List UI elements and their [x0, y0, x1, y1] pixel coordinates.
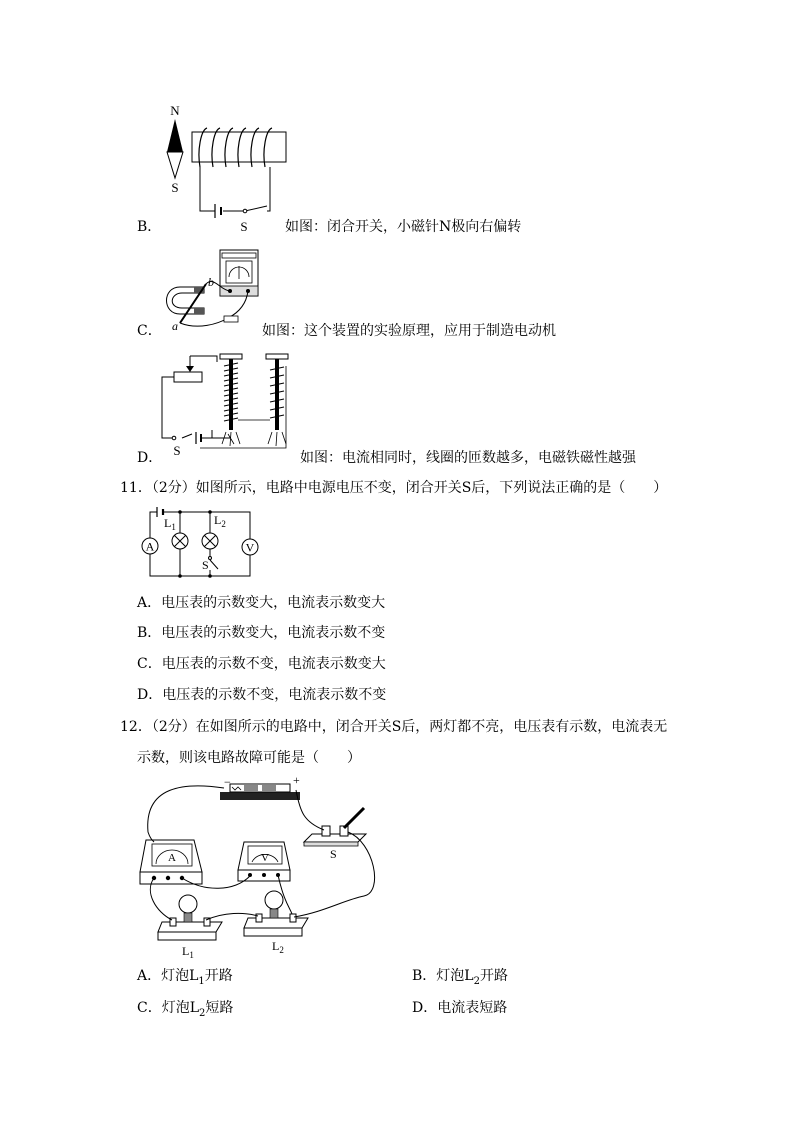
solenoid-circuit-wire [200, 167, 270, 211]
label-b: b [208, 275, 214, 289]
q12-switch-label: S [330, 847, 337, 861]
svg-text:L2 [214, 513, 226, 529]
switch-label-d: S [173, 443, 181, 458]
option-letter-b: B． [137, 219, 162, 235]
q12-lamp-l1-label: L [182, 944, 190, 958]
option-c-caption: 如图：这个装置的实验原理，应用于制造电动机 [262, 323, 556, 339]
option-letter-c: C． [137, 323, 162, 339]
q12-lamp-l1-sub: 1 [189, 950, 194, 960]
electromagnet-turns-figure [160, 348, 300, 458]
q12-circuit-figure [134, 772, 394, 958]
svg-text:L1 [182, 944, 194, 960]
battery-minus-label: − [224, 775, 231, 789]
q11-option-b[interactable]: B．电压表的示数变大，电流表示数不变 [137, 625, 386, 641]
option-d-caption: 如图：电流相同时，线圈的匝数越多，电磁铁磁性越强 [300, 450, 636, 466]
q12-ammeter-label: A [168, 852, 176, 864]
battery-plus-label: + [293, 773, 300, 787]
q11-stem: 11．（2分）如图所示，电路中电源电压不变，闭合开关S后，下列说法正确的是（ ） [120, 480, 668, 496]
q12-lamp-l2-label: L [272, 939, 280, 953]
ammeter-label: A [145, 539, 155, 554]
knife-switch [304, 808, 366, 846]
lamp-l2-sub: 2 [221, 519, 226, 529]
q11-switch-label: S [202, 558, 209, 572]
q11-circuit-figure [138, 506, 266, 582]
solenoid-compass-figure [155, 100, 295, 234]
battery-pack [220, 784, 300, 800]
q12-stem-line2: 示数，则该电路故障可能是（ ） [137, 750, 361, 766]
electromagnetic-induction-figure [158, 246, 268, 336]
q11-option-a[interactable]: A．电压表的示数变大，电流表示数变大 [137, 595, 386, 611]
svg-text:L2 [272, 939, 284, 955]
q12-option-a[interactable]: A．灯泡$L_1$开路 [137, 968, 233, 987]
solenoid-core [192, 132, 286, 162]
north-label: N [170, 103, 180, 118]
compass-needle-south [167, 152, 183, 178]
q12-voltmeter-label: V [261, 852, 269, 864]
q11-option-c[interactable]: C．电压表的示数不变，电流表示数变大 [137, 656, 386, 672]
q12-option-c[interactable]: C．灯泡$L_2$短路 [137, 1000, 234, 1019]
q12-stem-line1: 12．（2分）在如图所示的电路中，闭合开关S后，两灯都不亮，电压表有示数，电流表无 [120, 719, 668, 735]
lamp-l1-sub: 1 [171, 522, 176, 532]
q12-lamp-l2-sub: 2 [279, 945, 284, 955]
switch-label: S [240, 219, 248, 234]
compass-needle-north [167, 119, 183, 152]
lamp-l2-device [244, 891, 308, 936]
label-a: a [172, 319, 178, 333]
lamp-l2-label: L [214, 513, 222, 527]
south-label: S [171, 180, 179, 195]
q11-option-d[interactable]: D．电压表的示数不变，电流表示数不变 [137, 687, 387, 703]
q12-option-b[interactable]: B．灯泡$L_2$开路 [412, 968, 508, 987]
option-b-caption: 如图：闭合开关，小磁针N极向右偏转 [285, 219, 522, 235]
lamp-l1-label: L [164, 516, 172, 530]
rheostat [174, 372, 202, 382]
svg-text:L1 [164, 516, 176, 532]
option-letter-d: D． [137, 450, 163, 466]
voltmeter-label: V [245, 540, 255, 555]
q12-option-d[interactable]: D．电流表短路 [412, 1000, 508, 1016]
